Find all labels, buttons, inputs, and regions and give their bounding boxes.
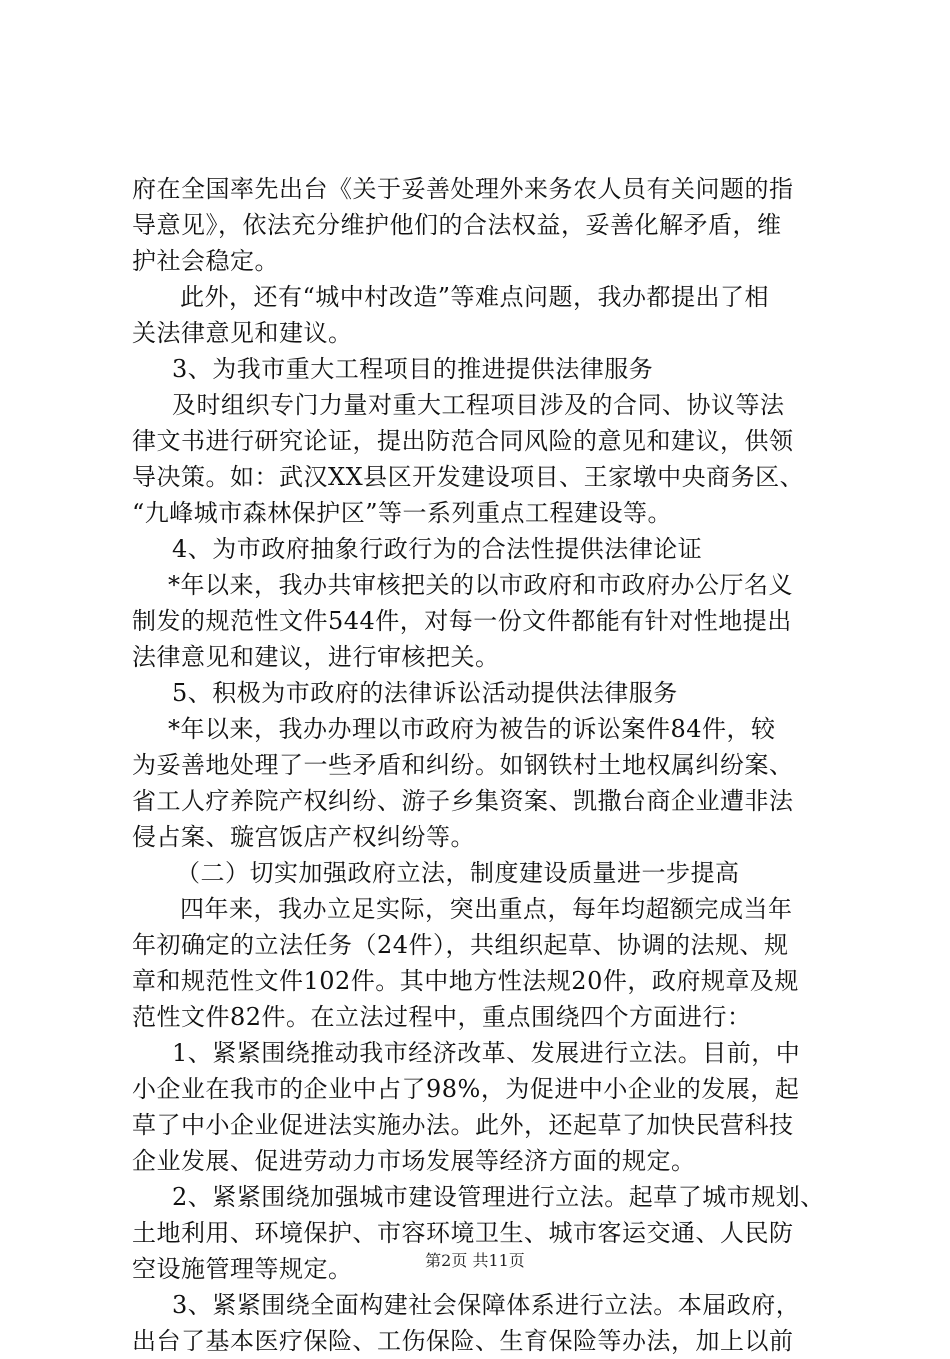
text-line: 护社会稳定。 (132, 247, 279, 275)
text-line: 草了中小企业促进法实施办法。此外，还起草了加快民营科技 (132, 1111, 794, 1139)
text-line: 3、为我市重大工程项目的推进提供法律服务 (172, 355, 654, 383)
text-line: 土地利用、环境保护、市容环境卫生、城市客运交通、人民防 (132, 1219, 794, 1247)
text-line: 2、紧紧围绕加强城市建设管理进行立法。起草了城市规划、 (172, 1183, 825, 1211)
text-line: “九峰城市森林保护区”等一系列重点工程建设等。 (132, 499, 673, 527)
page-footer: 第2页 共11页 (425, 1251, 525, 1270)
text-line: 导决策。如：武汉XX县区开发建设项目、王家墩中央商务区、 (132, 463, 805, 491)
text-line: 4、为市政府抽象行政行为的合法性提供法律论证 (172, 535, 703, 563)
text-line: 3、紧紧围绕全面构建社会保障体系进行立法。本届政府， (172, 1291, 801, 1319)
text-line: 四年来，我办立足实际，突出重点，每年均超额完成当年 (180, 895, 793, 923)
text-line: 1、紧紧围绕推动我市经济改革、发展进行立法。目前，中 (172, 1039, 801, 1067)
text-line: 章和规范性文件102件。其中地方性法规20件，政府规章及规 (132, 967, 799, 995)
text-line: 侵占案、璇宫饭店产权纠纷等。 (132, 823, 475, 851)
text-line: *年以来，我办办理以市政府为被告的诉讼案件84件，较 (168, 715, 776, 743)
text-line: 范性文件82件。在立法过程中，重点围绕四个方面进行： (132, 1003, 752, 1031)
text-line: 5、积极为市政府的法律诉讼活动提供法律服务 (172, 679, 678, 707)
text-line: 此外，还有“城中村改造”等难点问题，我办都提出了相 (180, 283, 770, 311)
text-line: 关法律意见和建议。 (132, 319, 353, 347)
text-line: 出台了基本医疗保险、工伤保险、生育保险等办法，加上以前 (132, 1327, 794, 1355)
text-line: （二）切实加强政府立法，制度建设质量进一步提高 (176, 859, 740, 887)
text-line: *年以来，我办共审核把关的以市政府和市政府办公厅名义 (168, 571, 793, 599)
text-line: 府在全国率先出台《关于妥善处理外来务农人员有关问题的指 (132, 175, 794, 203)
text-line: 及时组织专门力量对重大工程项目涉及的合同、协议等法 (172, 391, 785, 419)
text-line: 制发的规范性文件544件，对每一份文件都能有针对性地提出 (132, 607, 792, 635)
text-line: 法律意见和建议，进行审核把关。 (132, 643, 500, 671)
text-line: 年初确定的立法任务（24件），共组织起草、协调的法规、规 (132, 931, 789, 959)
text-line: 空设施管理等规定。 (132, 1255, 353, 1283)
text-line: 为妥善地处理了一些矛盾和纠纷。如钢铁村土地权属纠纷案、 (132, 751, 794, 779)
text-line: 小企业在我市的企业中占了98%，为促进中小企业的发展，起 (132, 1075, 800, 1103)
body-text (132, 171, 850, 1359)
text-line: 律文书进行研究论证，提出防范合同风险的意见和建议，供领 (132, 427, 794, 455)
text-line: 省工人疗养院产权纠纷、游子乡集资案、凯撒台商企业遭非法 (132, 787, 794, 815)
text-line: 导意见》，依法充分维护他们的合法权益，妥善化解矛盾，维 (132, 211, 782, 239)
text-line: 企业发展、促进劳动力市场发展等经济方面的规定。 (132, 1147, 696, 1175)
